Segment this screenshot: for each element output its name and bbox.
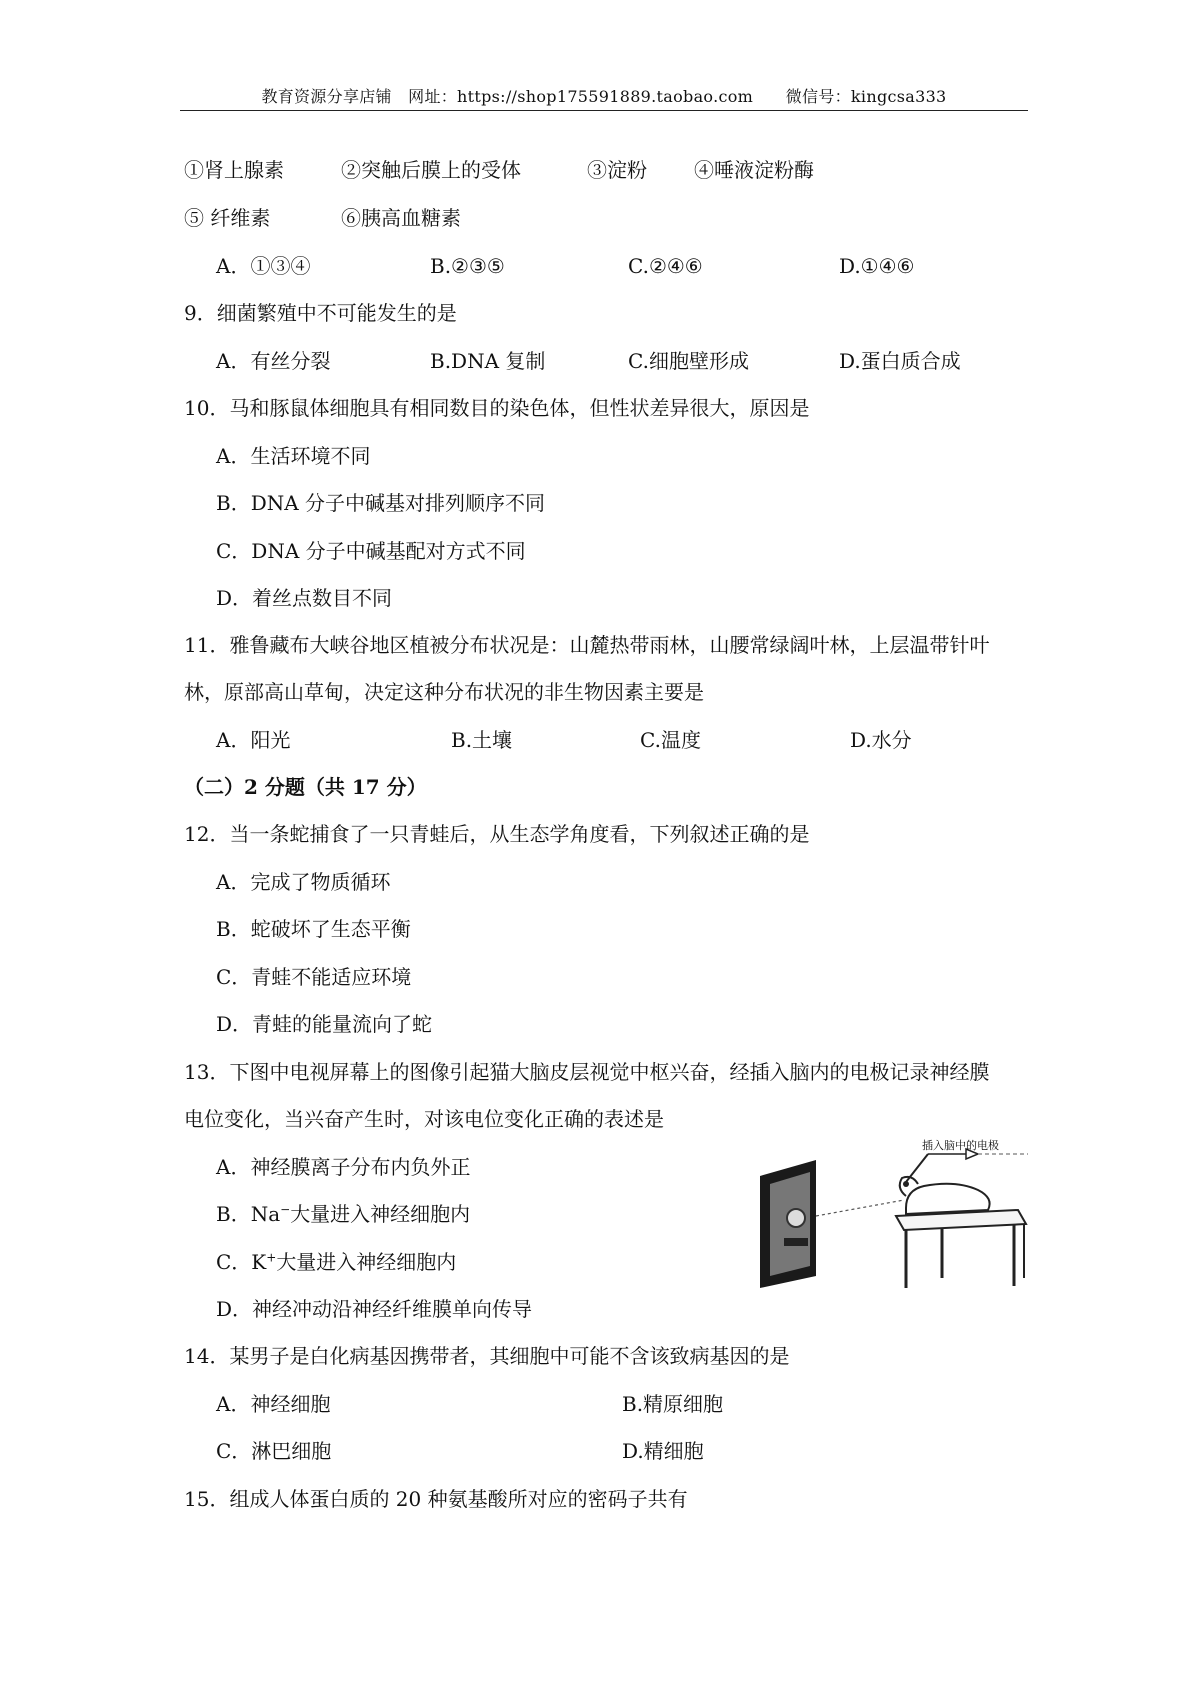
q13-stem-line1: 13．下图中电视屏幕上的图像引起猫大脑皮层视觉中枢兴奋，经插入脑内的电极记录神经膜 bbox=[184, 1060, 990, 1084]
q9-stem: 9．细菌繁殖中不可能发生的是 bbox=[184, 301, 457, 325]
figure-label: 插入脑中的电极 bbox=[922, 1139, 999, 1152]
q11-stem-line1: 11．雅鲁藏布大峡谷地区植被分布状况是：山麓热带雨林，山腰常绿阔叶林，上层温带针叶 bbox=[184, 633, 990, 657]
q11-option-d: D.水分 bbox=[850, 728, 912, 752]
q14-option-a: A．神经细胞 bbox=[216, 1392, 331, 1416]
q9-option-c: C.细胞壁形成 bbox=[628, 349, 749, 373]
q11-option-a: A．阳光 bbox=[216, 728, 291, 752]
q10-option-d: D．着丝点数目不同 bbox=[216, 586, 393, 610]
q13-option-d: D．神经冲动沿神经纤维膜单向传导 bbox=[216, 1297, 533, 1321]
q12-option-d: D．青蛙的能量流向了蛇 bbox=[216, 1012, 433, 1036]
q13-option-c-charge: + bbox=[266, 1250, 277, 1265]
q14-option-d: D.精细胞 bbox=[622, 1439, 704, 1463]
q13-option-b-text: 大量进入神经细胞内 bbox=[290, 1202, 471, 1226]
q13-option-b-prefix: B．Na bbox=[216, 1202, 281, 1226]
electrode-wire bbox=[906, 1154, 928, 1182]
q14-option-c: C．淋巴细胞 bbox=[216, 1439, 332, 1463]
tv-screen-image bbox=[787, 1209, 805, 1227]
q15-stem: 15．组成人体蛋白质的 20 种氨基酸所对应的密码子共有 bbox=[184, 1487, 688, 1511]
q12-option-a: A．完成了物质循环 bbox=[216, 870, 391, 894]
q10-option-c: C．DNA 分子中碱基配对方式不同 bbox=[216, 539, 526, 563]
q10-option-b: B．DNA 分子中碱基对排列顺序不同 bbox=[216, 491, 546, 515]
sight-line bbox=[816, 1200, 904, 1216]
q9-option-b: B.DNA 复制 bbox=[430, 349, 546, 373]
cat-tv-electrode-figure bbox=[756, 1138, 1030, 1290]
q13-stem-line2: 电位变化，当兴奋产生时，对该电位变化正确的表述是 bbox=[184, 1107, 664, 1131]
cat-body bbox=[906, 1184, 990, 1214]
q9-option-d: D.蛋白质合成 bbox=[839, 349, 961, 373]
q8-item-6: ⑥胰高血糖素 bbox=[341, 206, 461, 230]
q9-option-a: A．有丝分裂 bbox=[216, 349, 331, 373]
page-header: 教育资源分享店铺 网址：https://shop175591889.taobao.com 微信号：kingcsa333 bbox=[261, 87, 947, 106]
tv-screen-caption bbox=[784, 1238, 808, 1246]
q8-option-d: D.①④⑥ bbox=[839, 254, 915, 278]
q10-option-a: A．生活环境不同 bbox=[216, 444, 371, 468]
q8-item-4: ④唾液淀粉酶 bbox=[694, 158, 814, 182]
q12-option-c: C．青蛙不能适应环境 bbox=[216, 965, 412, 989]
q12-option-b: B．蛇破坏了生态平衡 bbox=[216, 917, 411, 941]
q13-option-c-text: 大量进入神经细胞内 bbox=[276, 1250, 457, 1274]
q13-option-c bbox=[216, 1248, 456, 1276]
q8-item-3: ③淀粉 bbox=[587, 158, 647, 182]
q10-stem: 10．马和豚鼠体细胞具有相同数目的染色体，但性状差异很大，原因是 bbox=[184, 396, 810, 420]
q11-option-c: C.温度 bbox=[640, 728, 701, 752]
q14-stem: 14．某男子是白化病基因携带者，其细胞中可能不含该致病基因的是 bbox=[184, 1344, 790, 1368]
q14-option-b: B.精原细胞 bbox=[622, 1392, 724, 1416]
q13-option-b-charge: − bbox=[280, 1202, 291, 1217]
q13-option-b bbox=[216, 1200, 470, 1228]
header-rule bbox=[180, 110, 1028, 111]
q13-option-a: A．神经膜离子分布内负外正 bbox=[216, 1155, 471, 1179]
q13-option-c-prefix: C．K bbox=[216, 1250, 267, 1274]
section-title: （二）2 分题（共 17 分） bbox=[184, 775, 427, 799]
q8-option-c: C.②④⑥ bbox=[628, 254, 703, 278]
q8-option-b: B.②③⑤ bbox=[430, 254, 505, 278]
q11-stem-line2: 林，原部高山草甸，决定这种分布状况的非生物因素主要是 bbox=[184, 680, 704, 704]
q8-item-2: ②突触后膜上的受体 bbox=[341, 158, 521, 182]
q8-item-1: ①肾上腺素 bbox=[184, 158, 284, 182]
q11-option-b: B.土壤 bbox=[451, 728, 513, 752]
q8-option-a: A．①③④ bbox=[216, 254, 311, 278]
q8-item-5: ⑤ 纤维素 bbox=[184, 206, 271, 230]
q12-stem: 12．当一条蛇捕食了一只青蛙后，从生态学角度看，下列叙述正确的是 bbox=[184, 822, 810, 846]
